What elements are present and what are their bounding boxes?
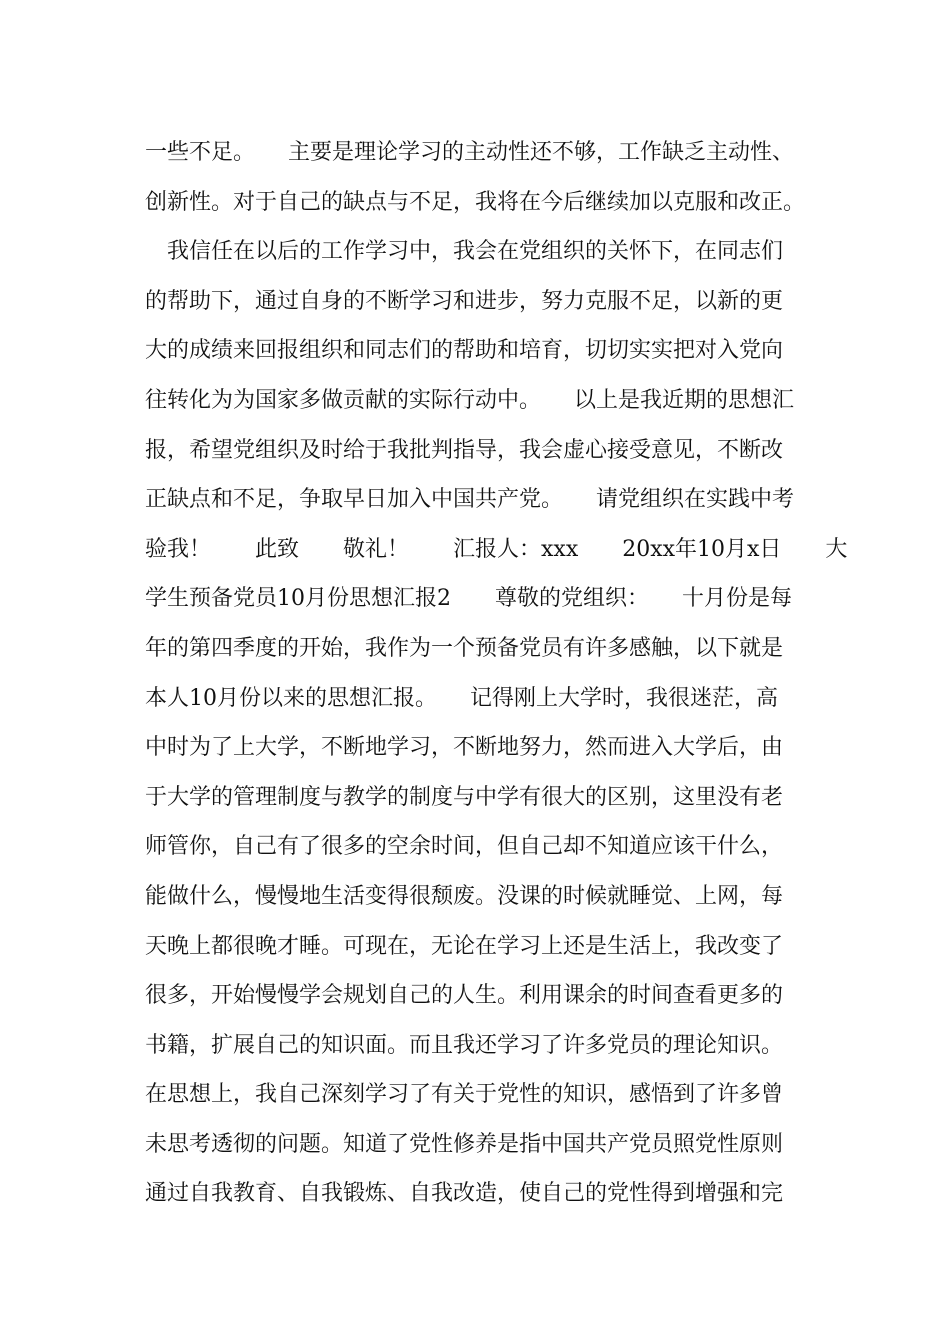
text-line: 的帮助下，通过自身的不断学习和进步，努力克服不足，以新的更 [145, 288, 784, 314]
text-line: 正缺点和不足，争取早日加入中国共产党。 请党组织在实践中考 [145, 487, 795, 513]
text-line: 往转化为为国家多做贡献的实际行动中。 以上是我近期的思想汇 [145, 387, 795, 413]
text-line: 能做什么，慢慢地生活变得很颓废。没课的时候就睡觉、上网，每 [145, 883, 784, 909]
text-line: 天晚上都很晚才睡。可现在，无论在学习上还是生活上，我改变了 [145, 933, 784, 959]
text-line: 师管你，自己有了很多的空余时间，但自己却不知道应该干什么， [145, 834, 784, 860]
text-line: 我信任在以后的工作学习中，我会在党组织的关怀下，在同志们 [145, 239, 784, 265]
text-line: 验我！ 此致 敬礼！ 汇报人：xxx 20xx年10月x日 大 [145, 536, 848, 562]
body-text [145, 128, 848, 1219]
text-line: 很多，开始慢慢学会规划自己的人生。利用课余的时间查看更多的 [145, 983, 784, 1009]
text-line: 中时为了上大学，不断地学习，不断地努力，然而进入大学后，由 [145, 735, 784, 761]
text-line: 未思考透彻的问题。知道了党性修养是指中国共产党员照党性原则 [145, 1131, 784, 1157]
text-line: 报，希望党组织及时给于我批判指导，我会虚心接受意见，不断改 [145, 437, 784, 463]
text-line: 年的第四季度的开始，我作为一个预备党员有许多感触，以下就是 [145, 635, 784, 661]
text-line: 学生预备党员10月份思想汇报2 尊敬的党组织： 十月份是每 [145, 586, 792, 612]
text-line: 本人10月份以来的思想汇报。 记得刚上大学时，我很迷茫，高 [145, 685, 778, 711]
text-line: 书籍，扩展自己的知识面。而且我还学习了许多党员的理论知识。 [145, 1032, 784, 1058]
text-line: 一些不足。 主要是理论学习的主动性还不够，工作缺乏主动性、 [145, 140, 795, 165]
text-line: 于大学的管理制度与教学的制度与中学有很大的区别，这里没有老 [145, 784, 784, 810]
text-line: 大的成绩来回报组织和同志们的帮助和培育，切切实实把对入党向 [145, 338, 784, 364]
text-line: 在思想上，我自己深刻学习了有关于党性的知识，感悟到了许多曾 [145, 1082, 784, 1108]
text-line: 通过自我教育、自我锻炼、自我改造，使自己的党性得到增强和完 [145, 1181, 784, 1207]
text-line: 创新性。对于自己的缺点与不足，我将在今后继续加以克服和改正。 [145, 189, 806, 215]
